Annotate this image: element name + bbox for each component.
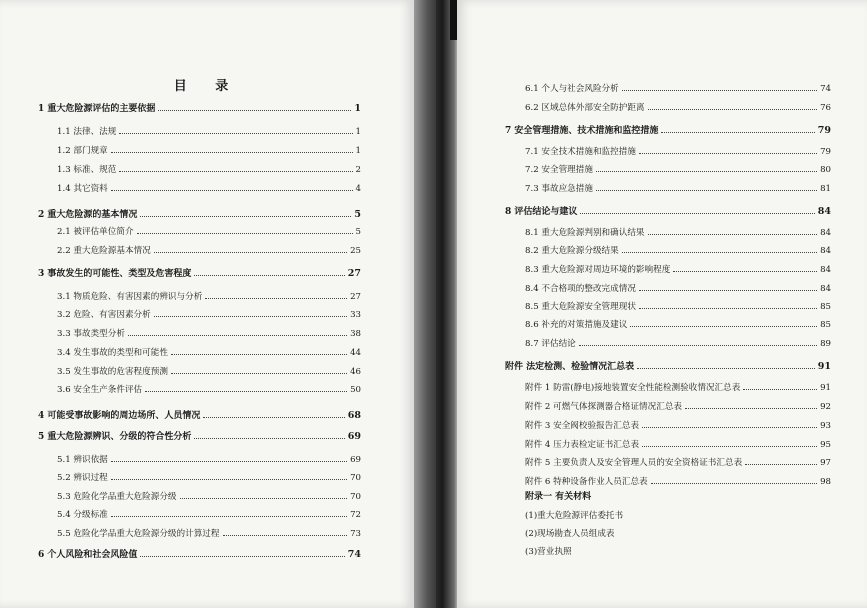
toc-page-number: 73 [350, 529, 361, 539]
toc-entry-title: 6.1 个人与社会风险分析 [525, 84, 619, 94]
toc-dot-leader [648, 109, 818, 110]
toc-section-entry [57, 125, 361, 137]
toc-page-number: 27 [350, 292, 361, 302]
toc-section-entry [57, 383, 361, 395]
toc-page-number: 4 [355, 184, 361, 194]
toc-dot-leader [596, 171, 817, 172]
appendix-item: (2)现场勘查人员组成表 [525, 529, 615, 539]
toc-dot-leader [637, 368, 815, 369]
toc-dot-leader [743, 389, 817, 390]
toc-dot-leader [642, 427, 817, 428]
toc-page-number: 38 [350, 329, 361, 339]
toc-dot-leader [223, 535, 348, 536]
toc-dot-leader [171, 373, 347, 374]
toc-page-number: 80 [820, 165, 831, 175]
toc-page-number: 98 [820, 477, 831, 487]
toc-section-entry [525, 163, 831, 175]
toc-page-number: 85 [820, 302, 831, 312]
toc-dot-leader [639, 153, 817, 154]
toc-dot-leader [580, 213, 814, 214]
toc-entry-title: 8.2 重大危险源分级结果 [525, 246, 619, 256]
toc-section-entry [57, 453, 361, 465]
toc-dot-leader [180, 498, 348, 499]
toc-page-number: 91 [820, 383, 831, 393]
toc-page-number: 46 [350, 367, 361, 377]
toc-section-entry [525, 263, 831, 275]
toc-entry-title: 附件 3 安全阀校验报告汇总表 [525, 421, 640, 431]
toc-dot-leader [651, 483, 817, 484]
toc-section-entry [57, 244, 361, 256]
toc-section-entry [525, 226, 831, 238]
toc-entry-title: 8.6 补充的对策措施及建议 [525, 320, 628, 330]
toc-section-entry [525, 475, 831, 487]
toc-page-number: 69 [347, 431, 361, 442]
toc-section-entry [525, 381, 831, 393]
toc-entry-title: 2.2 重大危险源基本情况 [57, 246, 151, 256]
toc-entry-title: 5.1 辨识依据 [57, 455, 108, 465]
toc-entry-title: 3.6 安全生产条件评估 [57, 385, 143, 395]
toc-section-entry [57, 144, 361, 156]
toc-dot-leader [639, 290, 817, 291]
toc-entry-title: 7 安全管理措施、技术措施和监控措施 [505, 126, 659, 136]
appendix-item: (3)营业执照 [525, 547, 572, 557]
toc-dot-leader [128, 335, 347, 336]
toc-chapter-entry [38, 101, 361, 114]
right-page [457, 0, 867, 608]
toc-entry-title: 3 事故发生的可能性、类型及危害程度 [38, 269, 192, 279]
toc-dot-leader [111, 152, 353, 153]
toc-section-entry [57, 225, 361, 237]
toc-page-number: 33 [350, 310, 361, 320]
toc-page-number: 25 [350, 246, 361, 256]
toc-dot-leader [111, 516, 347, 517]
toc-section-entry [57, 490, 361, 502]
toc-entry-title: 5.5 危险化学品重大危险源分级的计算过程 [57, 529, 220, 539]
toc-entry-title: 8.5 重大危险源安全管理现状 [525, 302, 636, 312]
toc-section-entry [57, 527, 361, 539]
toc-entry-title: 附件 4 压力表检定证书汇总表 [525, 440, 640, 450]
toc-section-entry [525, 101, 831, 113]
toc-section-entry [525, 400, 831, 412]
book-spine-shadow-right [436, 0, 457, 608]
toc-dot-leader [111, 479, 347, 480]
toc-dot-leader [661, 132, 814, 133]
toc-page-number: 1 [355, 127, 361, 137]
toc-entry-title: 8 评估结论与建议 [505, 207, 578, 217]
toc-chapter-entry [505, 123, 831, 136]
toc-page-number: 74 [347, 549, 361, 560]
toc-dot-leader [154, 252, 347, 253]
toc-section-entry [525, 300, 831, 312]
toc-section-entry [525, 419, 831, 431]
toc-section-entry [57, 163, 361, 175]
toc-dot-leader [596, 190, 817, 191]
toc-entry-title: 7.1 安全技术措施和监控措施 [525, 147, 636, 157]
toc-section-entry [57, 290, 361, 302]
toc-entry-title: 3.1 物质危险、有害因素的辨识与分析 [57, 292, 203, 302]
toc-dot-leader [622, 252, 817, 253]
toc-entry-title: 6 个人风险和社会风险值 [38, 550, 138, 560]
toc-page-number: 84 [817, 206, 831, 217]
toc-entry-title: 6.2 区域总体外部安全防护距离 [525, 103, 645, 113]
toc-entry-title: 7.3 事故应急措施 [525, 184, 593, 194]
toc-entry-title: 2 重大危险源的基本情况 [38, 210, 138, 220]
toc-page-number: 91 [817, 361, 831, 372]
toc-section-entry [57, 508, 361, 520]
toc-dot-leader [685, 408, 817, 409]
toc-page-number: 27 [347, 268, 361, 279]
left-page [0, 0, 414, 608]
toc-page-number: 5 [355, 227, 361, 237]
toc-entry-title: 5.4 分级标准 [57, 510, 108, 520]
toc-entry-title: 5 重大危险源辨识、分级的符合性分析 [38, 432, 192, 442]
toc-entry-title: 3.5 发生事故的危害程度预测 [57, 367, 168, 377]
toc-page-number: 44 [350, 348, 361, 358]
toc-dot-leader [119, 171, 352, 172]
toc-section-entry [57, 182, 361, 194]
toc-entry-title: 4 可能受事故影响的周边场所、人员情况 [38, 411, 201, 421]
toc-section-entry [525, 438, 831, 450]
toc-entry-title: 7.2 安全管理措施 [525, 165, 593, 175]
toc-chapter-entry [38, 266, 361, 279]
toc-dot-leader [630, 326, 817, 327]
toc-section-entry [57, 327, 361, 339]
toc-dot-leader [205, 298, 347, 299]
appendix-heading: 附录一 有关材料 [525, 492, 592, 502]
toc-page-number: 79 [817, 125, 831, 136]
toc-page-number: 72 [350, 510, 361, 520]
toc-entry-title: 5.2 辨识过程 [57, 473, 108, 483]
toc-page-number: 1 [355, 146, 361, 156]
toc-chapter-entry [38, 408, 361, 421]
toc-dot-leader [745, 464, 817, 465]
toc-page-number: 74 [820, 84, 831, 94]
toc-dot-leader [158, 110, 351, 111]
toc-page-number: 97 [820, 458, 831, 468]
toc-title: 目 录 [173, 79, 241, 94]
toc-section-entry [525, 282, 831, 294]
toc-dot-leader [194, 438, 344, 439]
toc-dot-leader [111, 461, 347, 462]
toc-page-number: 79 [820, 147, 831, 157]
toc-page-number: 89 [820, 339, 831, 349]
toc-chapter-entry [38, 429, 361, 442]
toc-page-number: 92 [820, 402, 831, 412]
toc-entry-title: 3.3 事故类型分析 [57, 329, 125, 339]
toc-chapter-entry [38, 547, 361, 560]
toc-dot-leader [639, 308, 817, 309]
book-spine-shadow-left [414, 0, 436, 608]
toc-page-number: 81 [820, 184, 831, 194]
toc-page-number: 70 [350, 473, 361, 483]
toc-dot-leader [140, 556, 344, 557]
toc-section-entry [525, 318, 831, 330]
toc-entry-title: 3.4 发生事故的类型和可能性 [57, 348, 168, 358]
toc-entry-title: 8.3 重大危险源对周边环境的影响程度 [525, 265, 671, 275]
toc-entry-title: 1.4 其它资料 [57, 184, 108, 194]
toc-entry-title: 8.7 评估结论 [525, 339, 576, 349]
toc-section-entry [57, 346, 361, 358]
toc-section-entry [525, 337, 831, 349]
toc-dot-leader [673, 271, 817, 272]
toc-page-number: 84 [820, 284, 831, 294]
toc-dot-leader [137, 233, 353, 234]
toc-dot-leader [145, 391, 347, 392]
toc-dot-leader [171, 354, 347, 355]
toc-page-number: 68 [347, 410, 361, 421]
toc-dot-leader [648, 234, 818, 235]
toc-section-entry [57, 365, 361, 377]
toc-dot-leader [111, 190, 353, 191]
toc-dot-leader [154, 316, 347, 317]
toc-page-number: 69 [350, 455, 361, 465]
appendix-item: (1)重大危险源评估委托书 [525, 511, 624, 521]
toc-chapter-entry [38, 207, 361, 220]
toc-section-entry [525, 82, 831, 94]
toc-page-number: 2 [355, 165, 361, 175]
toc-dot-leader [119, 133, 352, 134]
toc-page-number: 5 [354, 209, 361, 220]
toc-dot-leader [579, 345, 817, 346]
toc-entry-title: 附件 法定检测、检验情况汇总表 [505, 362, 635, 372]
toc-chapter-entry [505, 204, 831, 217]
toc-entry-title: 附件 1 防雷(静电)接地装置安全性能检测验收情况汇总表 [525, 383, 741, 393]
toc-page-number: 84 [820, 246, 831, 256]
toc-section-entry [525, 145, 831, 157]
toc-section-entry [57, 308, 361, 320]
toc-section-entry [525, 456, 831, 468]
toc-entry-title: 5.3 危险化学品重大危险源分级 [57, 492, 177, 502]
toc-entry-title: 1.1 法律、法规 [57, 127, 117, 137]
toc-entry-title: 1.3 标准、规范 [57, 165, 117, 175]
toc-dot-leader [642, 446, 817, 447]
toc-page-number: 93 [820, 421, 831, 431]
toc-entry-title: 8.1 重大危险源判别和确认结果 [525, 228, 645, 238]
toc-entry-title: 2.1 被评估单位简介 [57, 227, 134, 237]
toc-entry-title: 8.4 不合格项的整改完成情况 [525, 284, 636, 294]
toc-page-number: 84 [820, 228, 831, 238]
toc-entry-title: 1 重大危险源评估的主要依据 [38, 104, 156, 114]
toc-entry-title: 1.2 部门规章 [57, 146, 108, 156]
toc-chapter-entry [505, 359, 831, 372]
toc-entry-title: 3.2 危险、有害因素分析 [57, 310, 151, 320]
toc-entry-title: 附件 6 特种设备作业人员汇总表 [525, 477, 648, 487]
toc-dot-leader [194, 275, 344, 276]
toc-dot-leader [203, 417, 344, 418]
toc-page-number: 85 [820, 320, 831, 330]
toc-entry-title: 附件 5 主要负责人及安全管理人员的安全资格证书汇总表 [525, 458, 743, 468]
toc-page-number: 76 [820, 103, 831, 113]
toc-section-entry [57, 471, 361, 483]
toc-page-number: 84 [820, 265, 831, 275]
toc-dot-leader [622, 90, 817, 91]
toc-section-entry [525, 182, 831, 194]
toc-dot-leader [140, 216, 351, 217]
toc-page-number: 50 [350, 385, 361, 395]
toc-entry-title: 附件 2 可燃气体探测器合格证情况汇总表 [525, 402, 683, 412]
toc-section-entry [525, 244, 831, 256]
toc-page-number: 70 [350, 492, 361, 502]
toc-page-number: 1 [354, 103, 361, 114]
toc-page-number: 95 [820, 440, 831, 450]
